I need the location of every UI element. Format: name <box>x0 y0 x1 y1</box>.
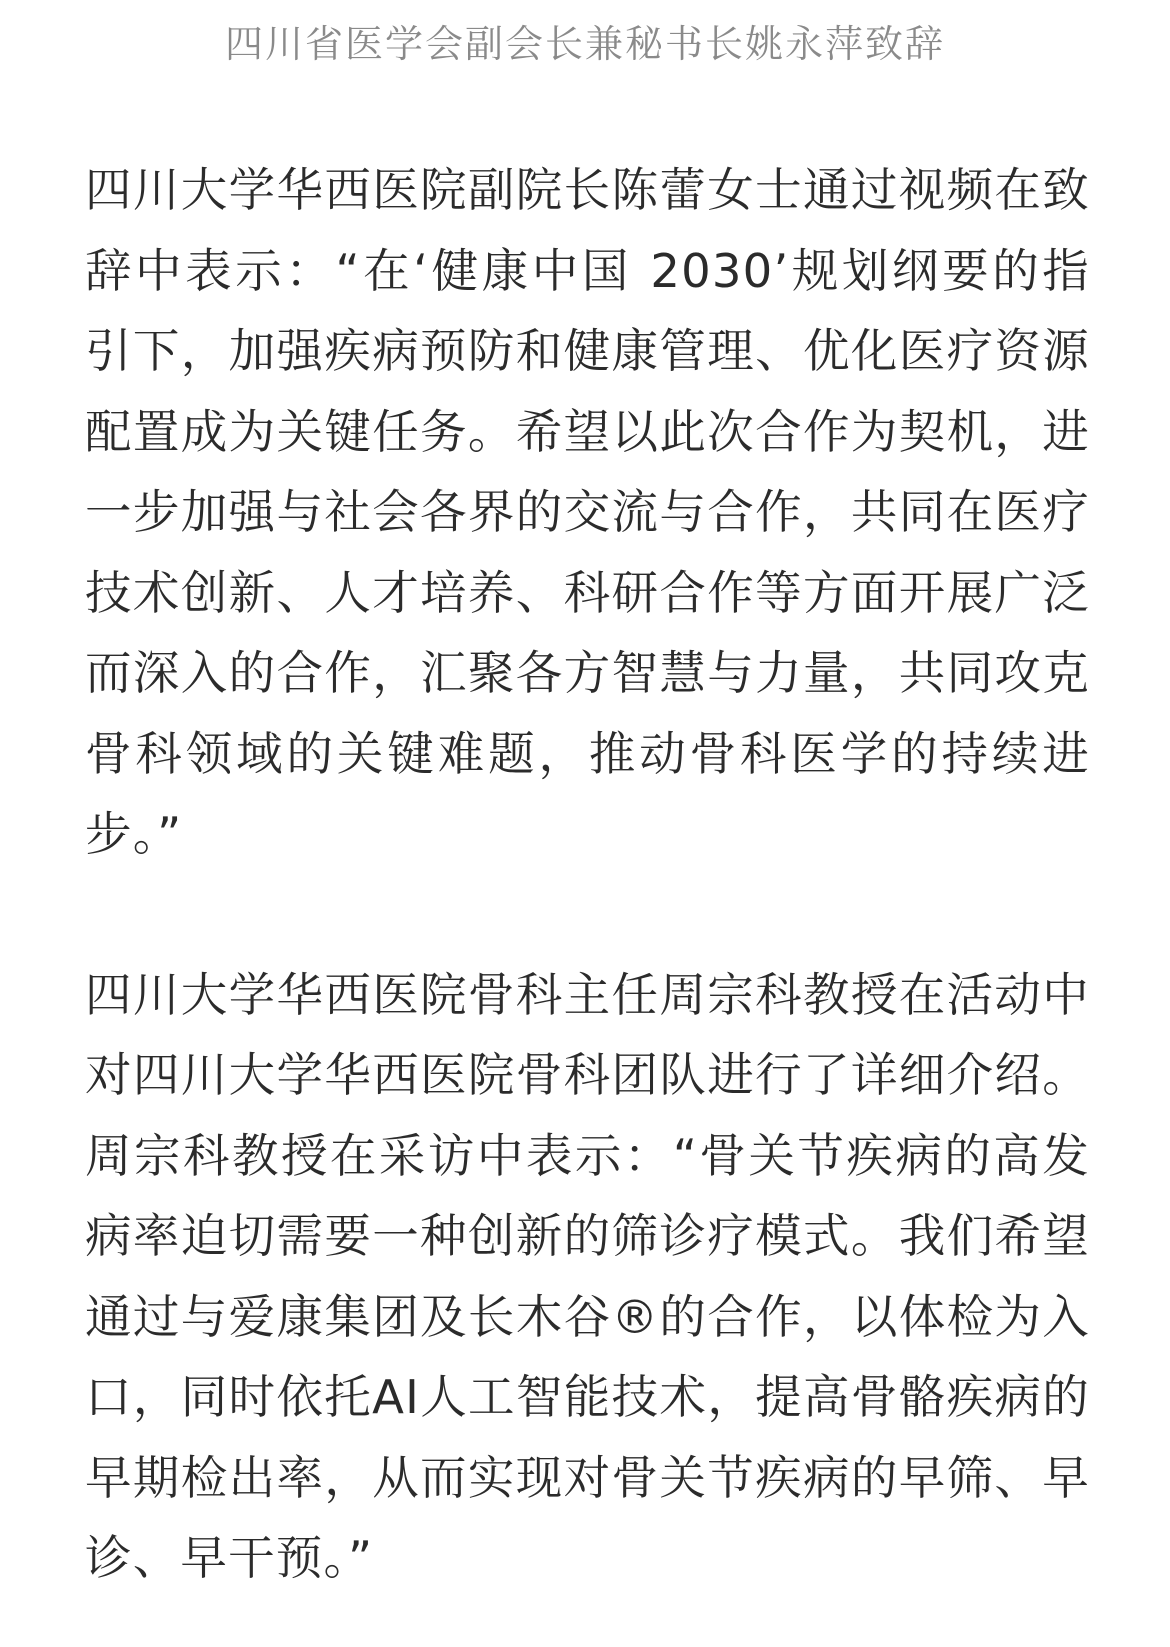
article-body <box>85 150 1090 1599</box>
image-caption: 四川省医学会副会长兼秘书长姚永萍致辞 <box>224 22 945 66</box>
paragraph-chen-lei-speech: 四川大学华西医院副院长陈蕾女士通过视频在致辞中表示：“在‘健康中国 2030’规划纲要的指引下，加强疾病预防和健康管理、优化医疗资源配置成为关键任务。希望以此次合作为契机，进一步加强与社会各界的交流与合作，共同在医疗技术创新、人才培养、科研合作等方面开展广泛而深入的合作，汇聚各方智慧与力量，共同攻克骨科领域的关键难题，推动骨科医学的持续进步。” <box>85 163 1090 861</box>
paragraph-zhou-zongke-interview: 四川大学华西医院骨科主任周宗科教授在活动中对四川大学华西医院骨科团队进行了详细介绍。周宗科教授在采访中表示：“骨关节疾病的高发病率迫切需要一种创新的筛诊疗模式。我们希望通过与爱康集团及长木谷®的合作，以体检为入口，同时依托AI人工智能技术，提高骨骼疾病的早期检出率，从而实现对骨关节疾病的早筛、早诊、早干预。” <box>85 967 1090 1585</box>
